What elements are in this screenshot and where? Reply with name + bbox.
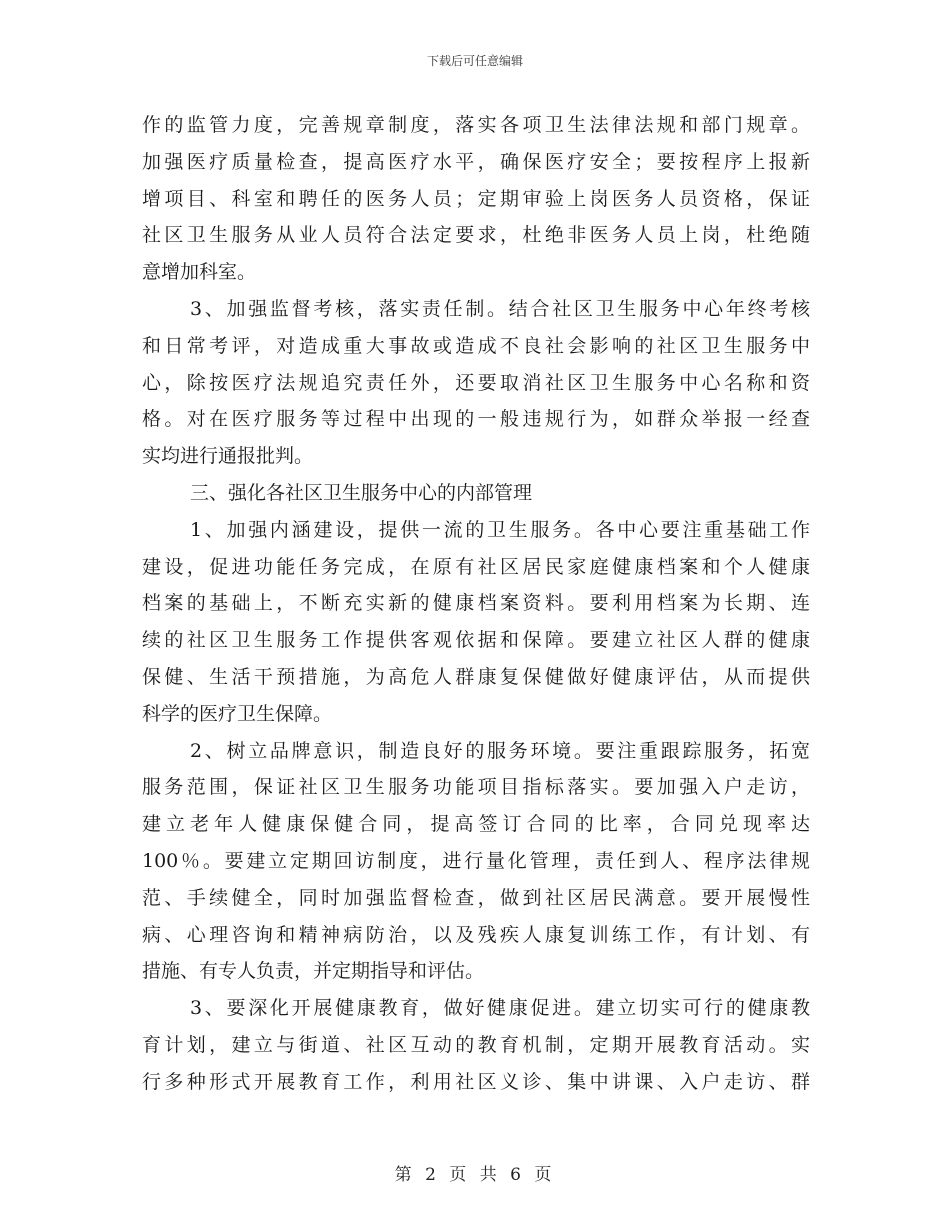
text-line: 100％。要建立定期回访制度，进行量化管理，责任到人、程序法律规 bbox=[142, 849, 810, 872]
text-line: 实均进行通报批判。 bbox=[142, 445, 314, 468]
text-line: 保健、生活干预措施，为高危人群康复保健做好健康评估，从而提供 bbox=[142, 665, 810, 688]
text-line: 1、加强内涵建设，提供一流的卫生服务。各中心要注重基础工作 bbox=[190, 518, 810, 541]
text-line: 措施、有专人负责，并定期指导和评估。 bbox=[142, 960, 485, 983]
text-line: 意增加科室。 bbox=[142, 261, 257, 284]
text-line: 格。对在医疗服务等过程中出现的一般违规行为，如群众举报一经查 bbox=[142, 408, 810, 431]
text-line: 心，除按医疗法规追究责任外，还要取消社区卫生服务中心名称和资 bbox=[142, 371, 810, 394]
text-line: 范、手续健全，同时加强监督检查，做到社区居民满意。要开展慢性 bbox=[142, 886, 810, 909]
text-line: 增项目、科室和聘任的医务人员；定期审验上岗医务人员资格，保证 bbox=[142, 187, 810, 210]
text-line: 行多种形式开展教育工作，利用社区义诊、集中讲课、入户走访、群 bbox=[142, 1070, 810, 1093]
text-line: 科学的医疗卫生保障。 bbox=[142, 702, 333, 725]
text-line: 2、树立品牌意识，制造良好的服务环境。要注重跟踪服务，拓宽 bbox=[190, 739, 810, 762]
text-line: 病、心理咨询和精神病防治，以及残疾人康复训练工作，有计划、有 bbox=[142, 923, 810, 946]
text-line: 社区卫生服务从业人员符合法定要求，杜绝非医务人员上岗，杜绝随 bbox=[142, 224, 810, 247]
text-line: 续的社区卫生服务工作提供客观依据和保障。要建立社区人群的健康 bbox=[142, 629, 810, 652]
text-line: 加强医疗质量检查，提高医疗水平，确保医疗安全；要按程序上报新 bbox=[142, 150, 810, 173]
text-line: 档案的基础上，不断充实新的健康档案资料。要利用档案为长期、连 bbox=[142, 592, 810, 615]
text-line: 3、要深化开展健康教育，做好健康促进。建立切实可行的健康教 bbox=[190, 997, 810, 1020]
text-line: 和日常考评，对造成重大事故或造成不良社会影响的社区卫生服务中 bbox=[142, 334, 810, 357]
text-line: 服务范围，保证社区卫生服务功能项目指标落实。要加强入户走访， bbox=[142, 776, 810, 799]
text-line: 作的监管力度，完善规章制度，落实各项卫生法律法规和部门规章。 bbox=[142, 114, 810, 136]
text-line: 建设，促进功能任务完成，在原有社区居民家庭健康档案和个人健康 bbox=[142, 555, 810, 578]
text-line: 育计划，建立与街道、社区互动的教育机制，定期开展教育活动。实 bbox=[142, 1033, 810, 1056]
page-header: 下载后可任意编辑 bbox=[426, 54, 523, 68]
page-number: 第 2 页 共 6 页 bbox=[394, 1165, 556, 1185]
document-body bbox=[142, 107, 810, 1101]
section-heading: 三、强化各社区卫生服务中心的内部管理 bbox=[190, 481, 533, 504]
text-line: 建立老年人健康保健合同，提高签订合同的比率，合同兑现率达 bbox=[142, 813, 810, 836]
text-line: 3、加强监督考核，落实责任制。结合社区卫生服务中心年终考核 bbox=[190, 297, 810, 320]
